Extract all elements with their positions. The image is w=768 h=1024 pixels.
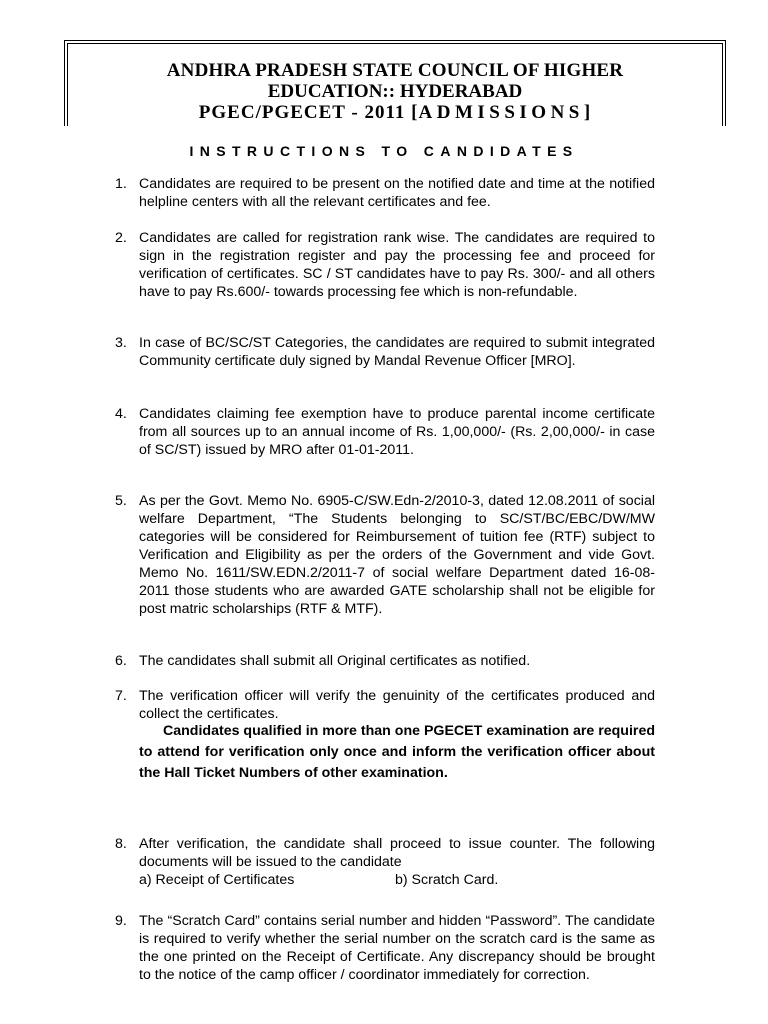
item-number: 6. (115, 653, 127, 669)
item-number: 5. (115, 493, 127, 509)
section-title: INSTRUCTIONS TO CANDIDATES (189, 143, 579, 159)
sub-item-receipt: a) Receipt of Certificates (139, 872, 295, 888)
item-text: The candidates shall submit all Original certificates as notified. (139, 653, 531, 669)
header-line-2: EDUCATION:: HYDERABAD (267, 81, 523, 102)
header-line-1: ANDHRA PRADESH STATE COUNCIL OF HIGHER (166, 60, 624, 81)
sub-item-scratch-card: b) Scratch Card. (395, 872, 499, 888)
item-text: The verification officer will verify the genuinity of the certificates produced and collect the certificates. (139, 688, 655, 722)
item-text: Candidates claiming fee exemption have to produce parental income certificate from all sources up to an annual income of Rs. 1,00,000/- (Rs. 2,00,000/- in case of SC/ST) issued by MRO after 01-01-2011. (139, 406, 655, 458)
item-number: 1. (115, 176, 127, 192)
item-number: 4. (115, 406, 127, 422)
sub-items-row (139, 871, 655, 889)
item-text: After verification, the candidate shall proceed to issue counter. The following documents will be issued to the candidate (139, 836, 655, 870)
item-text: As per the Govt. Memo No. 6905-C/SW.Edn-2/2010-3, dated 12.08.2011 of social welfare Department, “The Students belonging to SC/ST/BC/EBC/DW/MW categories will be considered for Reimbursement of tuition fee (RTF) subject to Verification and Eligibility as per the orders of the Government and vide Govt. Memo No. 1611/SW.EDN.2/2011-7 of social welfare Department dated 16-08-2011 those students who are awarded GATE scholarship shall not be eligible for post matric scholarships (RTF & MTF). (139, 493, 655, 617)
item-text: Candidates are called for registration rank wise. The candidates are required to sign in the registration register and pay the processing fee and proceed for verification of certificates. SC / ST candidates have to pay Rs. 300/- and all others have to pay Rs.600/- towards processing fee which is non-refundable. (139, 230, 655, 300)
header-line-3 (68, 102, 722, 123)
item-number: 9. (115, 913, 127, 929)
item-number: 2. (115, 230, 127, 246)
item-number: 3. (115, 335, 127, 351)
header-line-3-spaced: ADMISSIONS (418, 102, 584, 123)
item-text: In case of BC/SC/ST Categories, the candidates are required to submit integrated Community certificate duly signed by Mandal Revenue Officer [MRO]. (139, 335, 655, 369)
header-box (64, 40, 726, 126)
item-text: The “Scratch Card” contains serial number and hidden “Password”. The candidate is required to verify whether the serial number on the scratch card is the same as the one printed on the Receipt of Certificate. Any discrepancy should be brought to the notice of the camp officer / coordinator immediately for correction. (139, 913, 655, 983)
item-number: 7. (115, 688, 127, 704)
header-line-3-prefix: PGEC/PGECET - 2011 [ (198, 102, 419, 123)
item-number: 8. (115, 836, 127, 852)
item-text: Candidates are required to be present on the notified date and time at the notified helpline centers with all the relevant certificates and fee. (139, 176, 655, 210)
bold-note: Candidates qualified in more than one PGECET examination are required to attend for verification only once and inform the verification officer about the Hall Ticket Numbers of other examination. (139, 723, 655, 781)
header-line-3-suffix: ] (583, 102, 592, 123)
